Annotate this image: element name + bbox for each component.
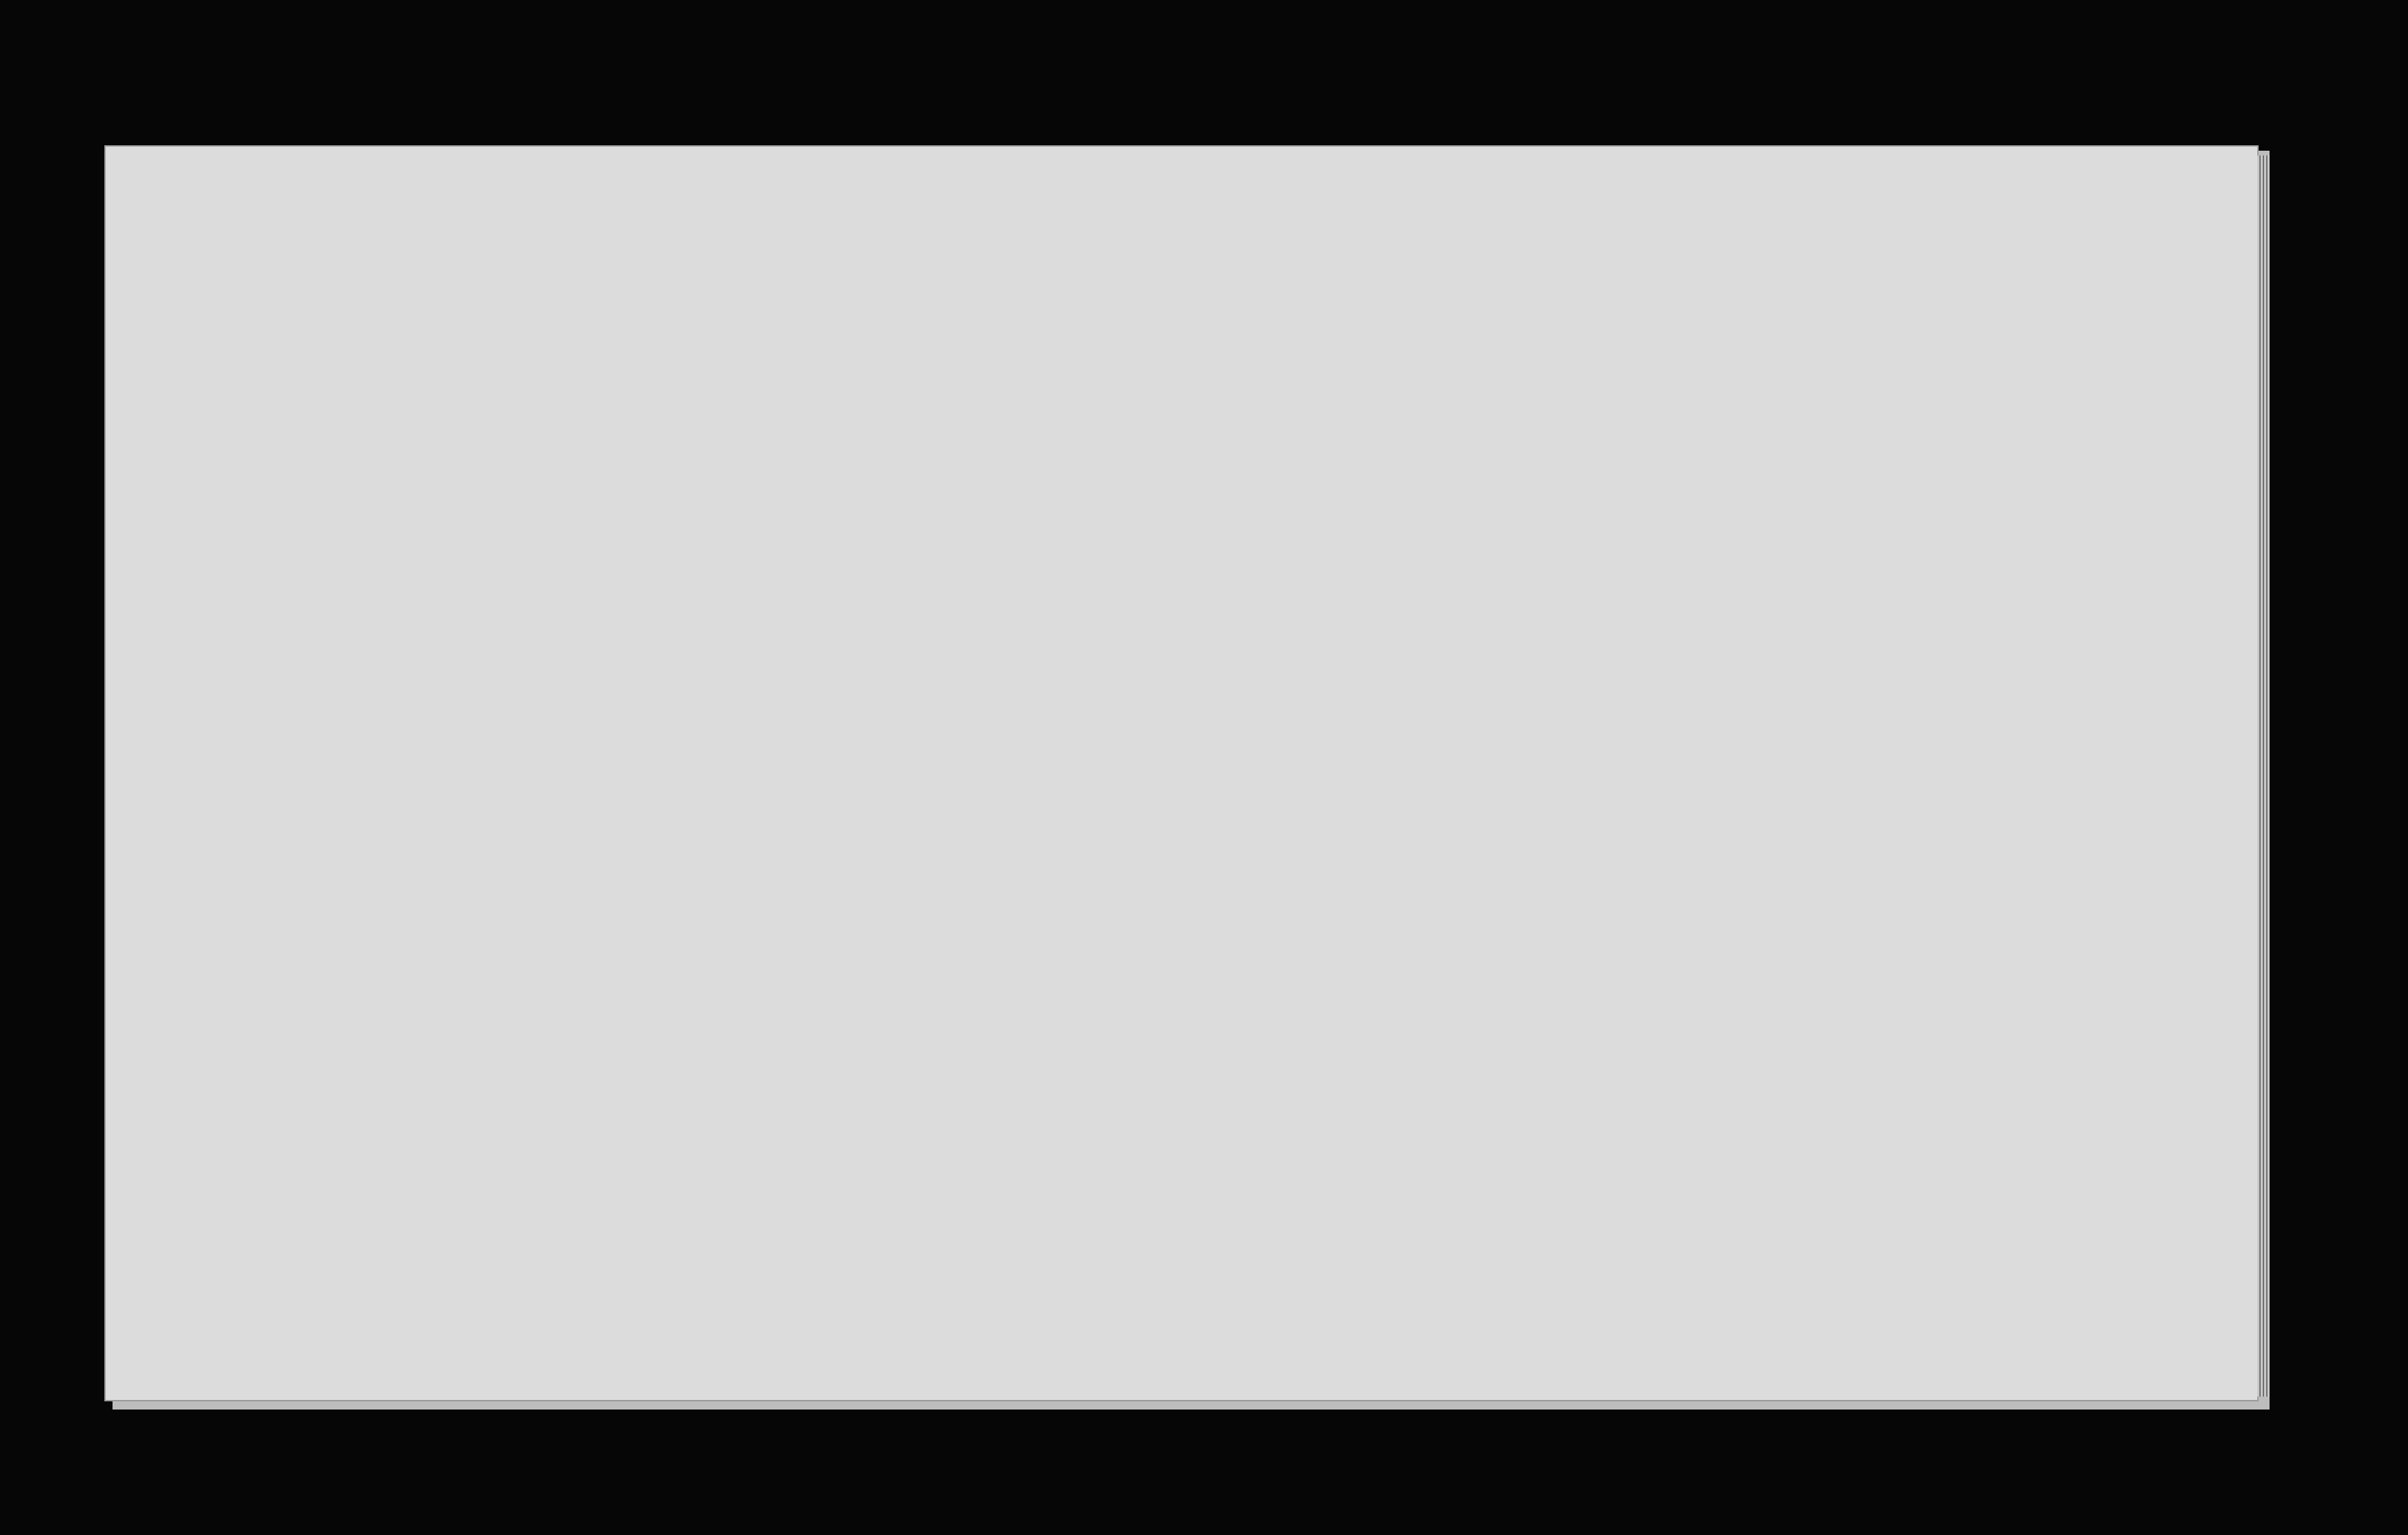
census-card-sheet [106,147,2257,1400]
table-grid [106,147,2257,1400]
stacked-pages-edge [2257,155,2270,1397]
